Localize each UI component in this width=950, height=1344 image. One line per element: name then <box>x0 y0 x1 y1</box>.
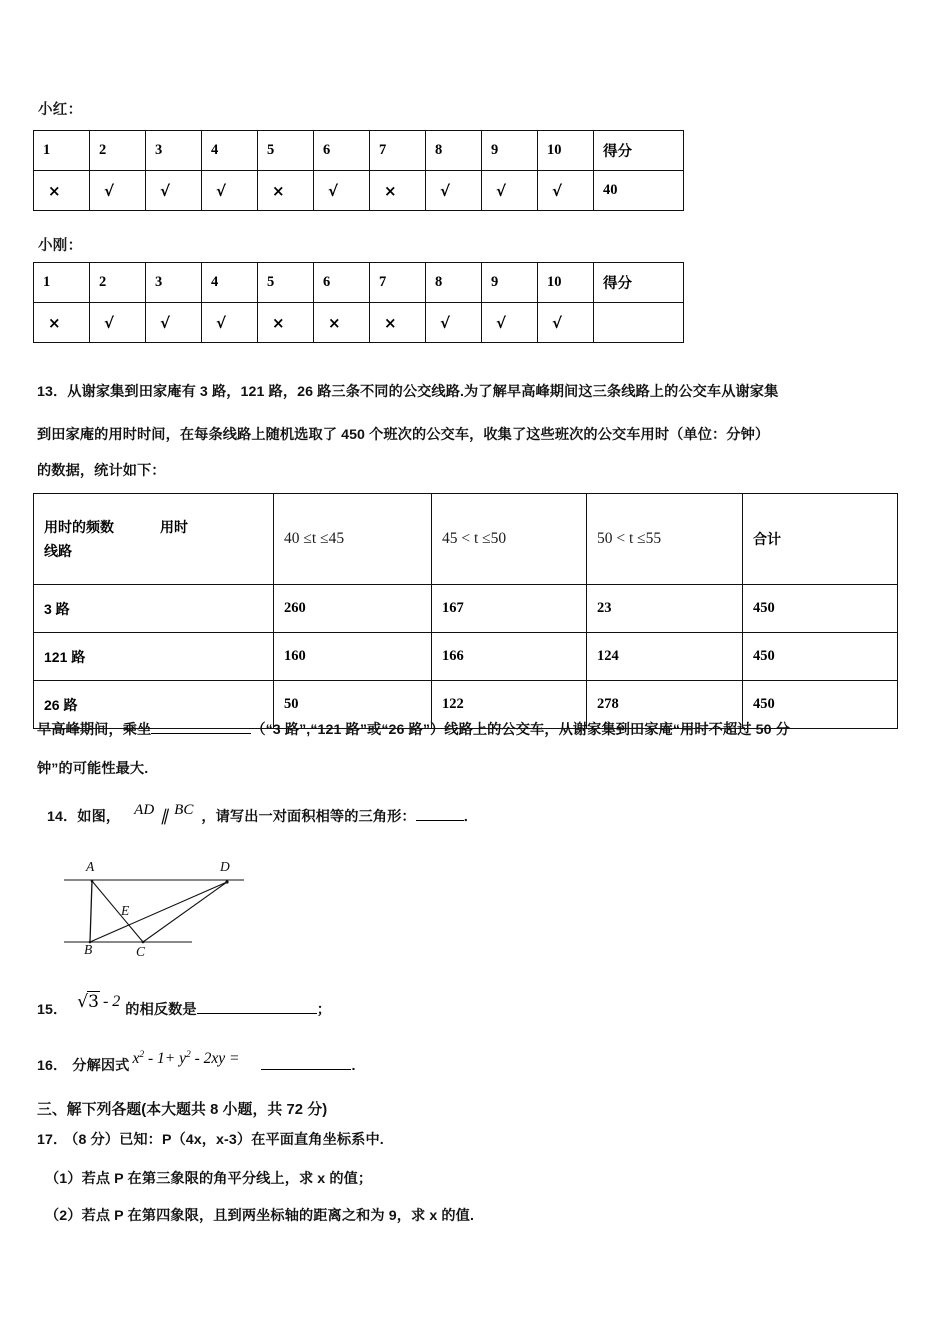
col-header-4: 4 <box>202 131 258 171</box>
q13-stats-table <box>33 493 898 729</box>
col-header-3: 3 <box>146 263 202 303</box>
stats-total-cell: 450 <box>743 681 898 729</box>
stats-range-header-2: 45 < t ≤50 <box>432 494 587 585</box>
score-header: 得分 <box>594 131 684 171</box>
table-row <box>34 303 684 343</box>
col-header-5: 5 <box>258 131 314 171</box>
stats-cell: 50 <box>274 681 432 729</box>
q14-parallel-symbol: ∥ <box>160 808 169 825</box>
answer-mark-7: × <box>370 171 426 211</box>
stats-route-label: 3 路 <box>34 585 274 633</box>
point-c <box>142 941 145 944</box>
col-header-9: 9 <box>482 131 538 171</box>
q14-text-a: 如图， <box>77 809 121 825</box>
q17-number: 17． <box>37 1132 68 1148</box>
col-header-6: 6 <box>314 131 370 171</box>
line-cd <box>143 882 227 942</box>
q13-answer-suffix: （“3 路”,“121 路”或“26 路”）线路上的公交车，从谢家集到田家庵“用时不超过 50 分 <box>251 722 790 738</box>
answer-mark-6: × <box>314 303 370 343</box>
figure-label-b: B <box>84 942 93 957</box>
q14-number: 14． <box>47 809 78 825</box>
student2-label: 小刚： <box>38 238 83 254</box>
stats-cell: 167 <box>432 585 587 633</box>
answer-mark-5: × <box>258 303 314 343</box>
col-header-10: 10 <box>538 263 594 303</box>
answer-mark-2: √ <box>90 303 146 343</box>
stats-total-header: 合计 <box>743 494 898 585</box>
figure-label-c: C <box>136 944 146 959</box>
q13-line1 <box>37 385 927 399</box>
point-a <box>91 880 94 883</box>
stats-cell: 260 <box>274 585 432 633</box>
stats-corner-header <box>34 494 274 585</box>
q16-number: 16． <box>37 1058 68 1075</box>
answer-mark-5: × <box>258 171 314 211</box>
stats-cell: 122 <box>432 681 587 729</box>
q16-answer-blank[interactable] <box>261 1069 351 1070</box>
col-header-8: 8 <box>426 131 482 171</box>
stats-cell: 160 <box>274 633 432 681</box>
stats-cell: 278 <box>587 681 743 729</box>
point-d <box>225 880 228 883</box>
answer-mark-6: √ <box>314 171 370 211</box>
col-header-8: 8 <box>426 263 482 303</box>
answer-mark-1: × <box>34 171 90 211</box>
table-row <box>34 494 898 585</box>
q14-text-c: ． <box>463 809 478 825</box>
col-header-2: 2 <box>90 131 146 171</box>
answer-mark-4: √ <box>202 171 258 211</box>
figure-label-e: E <box>121 903 130 918</box>
q16-tail: . <box>351 1058 356 1075</box>
q15-answer-blank[interactable] <box>197 1013 317 1014</box>
q14-answer-blank[interactable] <box>416 820 464 821</box>
answer-mark-3: √ <box>146 171 202 211</box>
answer-mark-9: √ <box>482 303 538 343</box>
q15-tail: ； <box>316 1002 332 1018</box>
q13-answer-line1 <box>37 723 927 737</box>
student1-label: 小红： <box>38 102 83 118</box>
stats-corner-b: 用时 <box>160 518 188 535</box>
student1-score: 40 <box>594 171 684 211</box>
q16-expression: $x^2 - 1+ y^2 - 2xy$ = <box>132 1050 240 1068</box>
answer-mark-10: √ <box>538 303 594 343</box>
figure-label-a: A <box>86 859 95 874</box>
table-row <box>34 171 684 211</box>
q17-stem <box>37 1133 384 1147</box>
q14-geometry-figure <box>62 859 262 962</box>
q15-number: 15． <box>37 1002 68 1018</box>
q13-line2: 到田家庵的用时时间，在每条线路上随机选取了 450 个班次的公交车，收集了这些班次的公交车用时（单位：分钟） <box>37 427 770 443</box>
q15-stem <box>37 992 332 1019</box>
q13-line3: 的数据，统计如下： <box>37 463 166 479</box>
answer-mark-10: √ <box>538 171 594 211</box>
q13-answer-line2: 钟”的可能性最大. <box>37 761 149 777</box>
col-header-9: 9 <box>482 263 538 303</box>
stats-route-label: 121 路 <box>34 633 274 681</box>
stats-route-label: 26 路 <box>34 681 274 729</box>
q17-stem-text: （8 分）已知：P（4x，x-3）在平面直角坐标系中. <box>71 1132 384 1148</box>
answer-mark-1: × <box>34 303 90 343</box>
q16-stem <box>37 1050 356 1075</box>
col-header-2: 2 <box>90 263 146 303</box>
col-header-3: 3 <box>146 131 202 171</box>
answer-mark-4: √ <box>202 303 258 343</box>
q17-part1: （1）若点 P 在第三象限的角平分线上，求 x 的值； <box>45 1171 373 1187</box>
stats-cell: 23 <box>587 585 743 633</box>
col-header-7: 7 <box>370 263 426 303</box>
col-header-1: 1 <box>34 263 90 303</box>
q17-part2: （2）若点 P 在第四象限，且到两坐标轴的距离之和为 9，求 x 的值. <box>45 1208 475 1224</box>
col-header-4: 4 <box>202 263 258 303</box>
col-header-1: 1 <box>34 131 90 171</box>
stats-range-header-1: 40 ≤t ≤45 <box>274 494 432 585</box>
q16-text: 分解因式 <box>72 1058 130 1075</box>
q14-segment-bc: BC <box>174 802 194 818</box>
stats-corner-a: 用时的频数 <box>44 518 114 535</box>
quiz-table-student1 <box>33 130 684 211</box>
answer-mark-3: √ <box>146 303 202 343</box>
q15-minus-two: - 2 <box>102 993 121 1010</box>
q14-text-b: ，请写出一对面积相等的三角形： <box>201 809 416 825</box>
col-header-10: 10 <box>538 131 594 171</box>
stats-cell: 166 <box>432 633 587 681</box>
table-row <box>34 131 684 171</box>
stats-corner-c: 线路 <box>44 543 72 559</box>
student2-score <box>594 303 684 343</box>
answer-mark-2: √ <box>90 171 146 211</box>
q14-stem <box>47 802 647 826</box>
col-header-6: 6 <box>314 263 370 303</box>
col-header-5: 5 <box>258 263 314 303</box>
stats-range-header-3: 50 < t ≤55 <box>587 494 743 585</box>
quiz-table-student2 <box>33 262 684 343</box>
answer-mark-8: √ <box>426 171 482 211</box>
q14-segment-ad: AD <box>134 802 155 818</box>
answer-mark-8: √ <box>426 303 482 343</box>
table-row <box>34 585 898 633</box>
q15-radical: √3 <box>77 992 99 1012</box>
line-ab <box>90 881 92 942</box>
q13-line1-text: 从谢家集到田家庵有 3 路，121 路，26 路三条不同的公交线路.为了解早高峰期间这三条线路上的公交车从谢家集 <box>67 384 779 400</box>
table-row <box>34 263 684 303</box>
q13-answer-prefix: 早高峰期间，乘坐 <box>37 722 152 738</box>
stats-total-cell: 450 <box>743 633 898 681</box>
col-header-7: 7 <box>370 131 426 171</box>
figure-label-d: D <box>220 859 230 874</box>
line-ac <box>92 881 143 942</box>
answer-mark-9: √ <box>482 171 538 211</box>
q15-text: 的相反数是 <box>125 1002 197 1018</box>
line-bd <box>90 882 227 942</box>
q13-answer-blank[interactable] <box>151 733 251 734</box>
answer-mark-7: × <box>370 303 426 343</box>
table-row <box>34 633 898 681</box>
score-header: 得分 <box>594 263 684 303</box>
stats-total-cell: 450 <box>743 585 898 633</box>
stats-cell: 124 <box>587 633 743 681</box>
section3-heading: 三、解下列各题(本大题共 8 小题，共 72 分) <box>37 1102 328 1118</box>
q13-number: 13． <box>37 384 68 400</box>
